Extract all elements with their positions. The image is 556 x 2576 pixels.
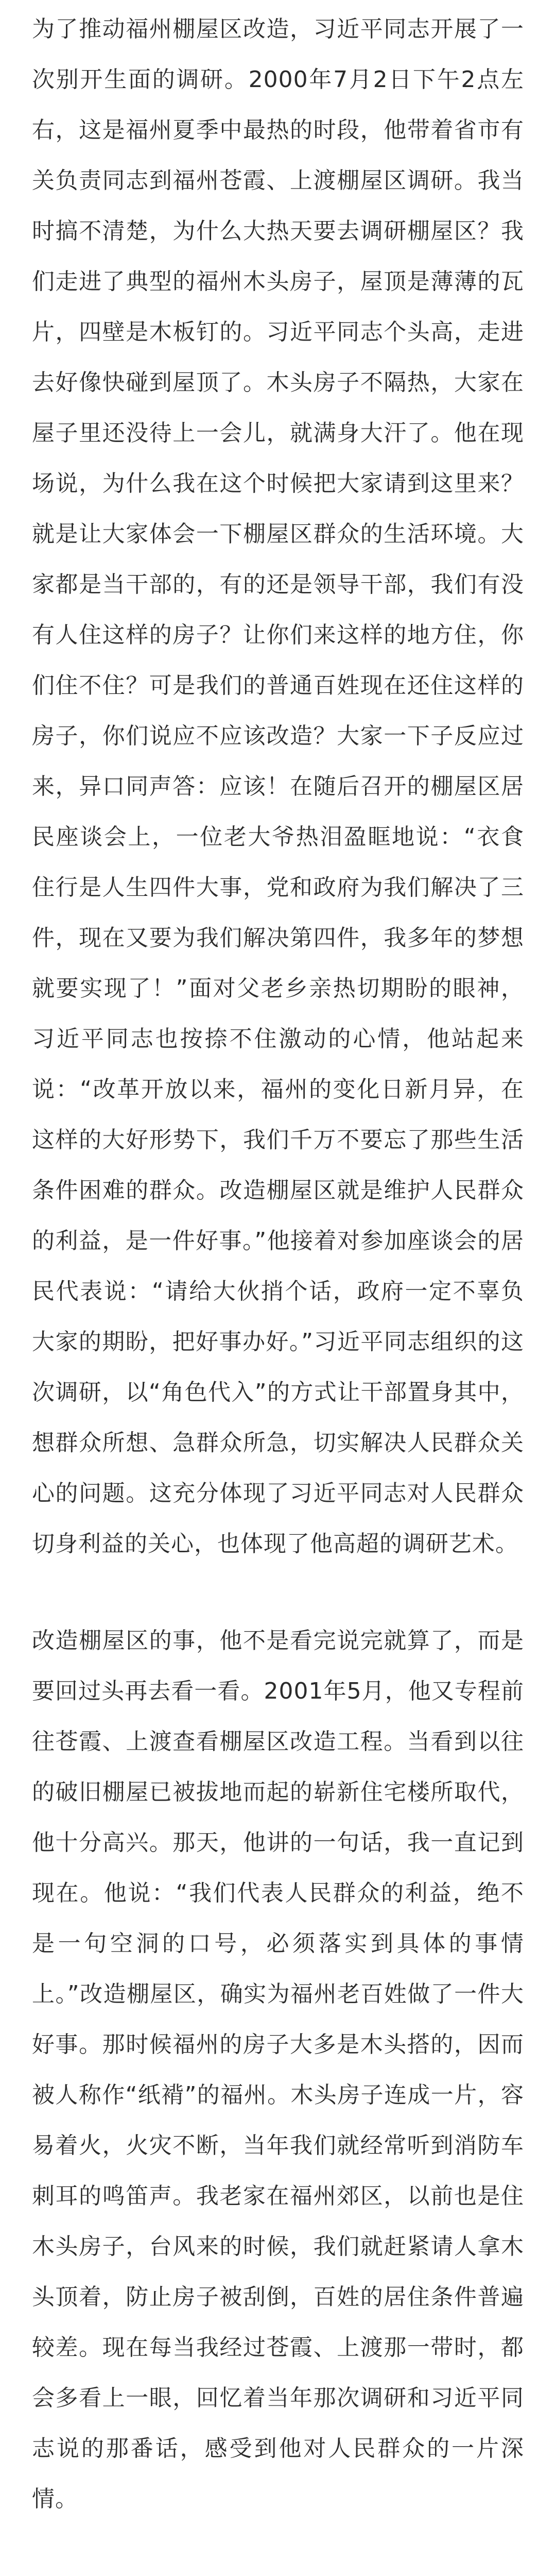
article-paragraph-2: 改造棚屋区的事，他不是看完说完就算了，而是要回过头再去看一看。2001年5月，他又专程前往苍霞、上渡查看棚屋区改造工程。当看到以往的破旧棚屋已被拔地而起的崭新住宅楼所取代，他十分高兴。那天，他讲的一句话，我一直记到现在。他说：“我们代表人民群众的利益，绝不是一句空洞的口号，必须落实到具体的事情上。”改造棚屋区，确实为福州老百姓做了一件大好事。那时候福州的房子大多是木头搭的，因而被人称作“纸褙”的福州。木头房子连成一片，容易着火，火灾不断，当年我们就经常听到消防车刺耳的鸣笛声。我老家在福州郊区，以前也是住木头房子，台风来的时候，我们就赶紧请人拿木头顶着，防止房子被刮倒，百姓的居住条件普遍较差。现在每当我经过苍霞、上渡那一带时，都会多看上一眼，回忆着当年那次调研和习近平同志说的那番话，感受到他对人民群众的一片深情。 (32, 1628, 524, 2512)
article-paragraph-1: 为了推动福州棚屋区改造，习近平同志开展了一次别开生面的调研。2000年7月2日下午2点左右，这是福州夏季中最热的时段，他带着省市有关负责同志到福州苍霞、上渡棚屋区调研。我当时搞不清楚，为什么大热天要去调研棚屋区？我们走进了典型的福州木头房子，屋顶是薄薄的瓦片，四壁是木板钉的。习近平同志个头高，走进去好像快碰到屋顶了。木头房子不隔热，大家在屋子里还没待上一会儿，就满身大汗了。他在现场说，为什么我在这个时候把大家请到这里来？就是让大家体会一下棚屋区群众的生活环境。大家都是当干部的，有的还是领导干部，我们有没有人住这样的房子？让你们来这样的地方住，你们住不住？可是我们的普通百姓现在还住这样的房子，你们说应不应该改造？大家一下子反应过来，异口同声答：应该！在随后召开的棚屋区居民座谈会上，一位老大爷热泪盈眶地说：“衣食住行是人生四件大事，党和政府为我们解决了三件，现在又要为我们解决第四件，我多年的梦想就要实现了！”面对父老乡亲热切期盼的眼神，习近平同志也按捺不住激动的心情，他站起来说：“改革开放以来，福州的变化日新月异，在这样的大好形势下，我们千万不要忘了那些生活条件困难的群众。改造棚屋区就是维护人民群众的利益，是一件好事。”他接着对参加座谈会的居民代表说：“请给大伙捎个话，政府一定不辜负大家的期盼，把好事办好。”习近平同志组织的这次调研，以“角色代入”的方式让干部置身其中，想群众所想、急群众所急，切实解决人民群众关心的问题。这充分体现了习近平同志对人民群众切身利益的关心，也体现了他高超的调研艺术。 (32, 16, 524, 1557)
